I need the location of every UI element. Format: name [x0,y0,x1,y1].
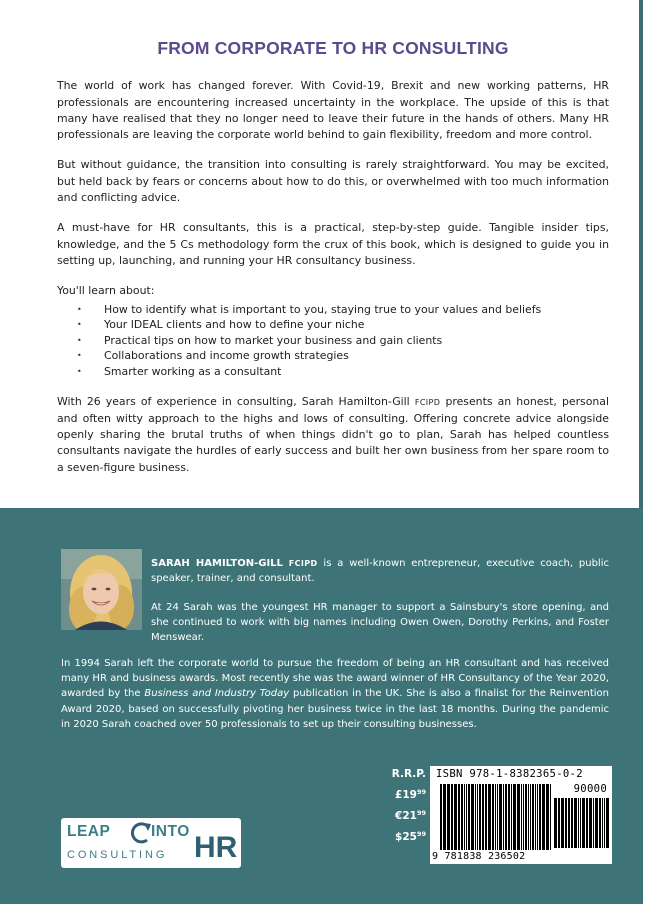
barcode-bar [546,784,549,850]
logo-consulting-text: CONSULTING [67,849,168,861]
barcode-bar [599,798,601,848]
barcode-addon-number: 90000 [573,783,607,795]
logo-hr-text: HR [194,831,238,864]
closing-paragraph [57,394,609,476]
barcode-bar [464,784,465,850]
barcode-bar [558,798,560,848]
price-eur-main: €21 [395,810,417,822]
barcode-bar [574,798,577,848]
list-item: • Collaborations and income growth strategies [57,348,609,364]
barcode-bar [503,784,504,850]
barcode-bars [440,784,552,850]
barcode-bar [454,784,457,850]
barcode-bar [565,798,567,848]
barcode-bar [477,784,478,850]
barcode-bar [468,784,470,850]
closing-text-end: presents an honest, personal and often witty approach to the highs and lows of consulting. Offering concrete advice alongside openly sharing the brutal truths of when things didn't go to plan, Sarah has helped countless consultants navigate the hurdles of early success and built her own business from her spare room to a seven-figure business. [57,394,609,474]
author-bio-awards [61,656,609,732]
isbn-number: ISBN 978-1-8382365-0-2 [436,768,583,780]
price-gbp-main: £19 [395,789,417,801]
author-photo [61,549,142,630]
publisher-logo [61,818,241,868]
barcode-bar [479,784,481,850]
barcode-bar [554,798,557,848]
barcode-bar [530,784,531,850]
barcode-bar [539,784,541,850]
barcode-bar [505,784,507,850]
logo-leap-text: LEAP [67,823,111,840]
price-eur-pence: 99 [416,809,426,817]
author-bio-intro [151,556,609,586]
blurb-paragraph-2: But without guidance, the transition into consulting is rarely straightforward. You may be excited, but held back by fears or concerns about how to do this, or overwhelmed with too much information and conflicting advice. [57,158,609,205]
barcode-bar [528,784,529,850]
barcode-bar [586,798,588,848]
barcode-bar [532,784,534,850]
barcode-bar [571,798,573,848]
barcode-bar [595,798,598,848]
barcode-bar [499,784,502,850]
barcode-bar [495,784,496,850]
barcode-bar [451,784,453,850]
barcode-addon-bars [554,798,610,848]
learn-list [57,302,609,380]
author-portrait-image [61,549,142,630]
author-bio-intro-text: is a well-known entrepreneur, executive coach, public speaker, trainer, and consultant. [151,558,609,585]
rrp-label: R.R.P. [391,768,426,780]
barcode-bar [580,798,581,848]
barcode-bar [485,784,487,850]
price-eur [380,809,426,822]
closing-credential: FCIPD [414,397,441,407]
leap-arrow-icon [129,820,153,844]
barcode-bar [482,784,484,850]
list-item: • Smarter working as a consultant [57,364,609,380]
barcode-bar [466,784,467,850]
barcode-bar [604,798,605,848]
barcode-bar [517,784,520,850]
blurb-section [57,40,609,490]
barcode-bar [525,784,527,850]
barcode-bar [492,784,494,850]
barcode-bar [511,784,512,850]
price-gbp [380,788,426,801]
barcode-bar [497,784,498,850]
barcode-bar [589,798,592,848]
barcode-bar [508,784,510,850]
publication-name: Business and Industry Today [144,688,290,700]
barcode-bar [606,798,609,848]
closing-text-start: With 26 years of experience in consulting, Sarah Hamilton-Gill [57,394,415,408]
list-item: • Practical tips on how to market your business and gain clients [57,333,609,349]
blurb-paragraph-3: A must-have for HR consultants, this is a practical, step-by-step guide. Tangible insider tips, knowledge, and the 5 Cs methodology form the crux of this book, which is designed to guide you in setting up, launching, and running your HR consultancy business. [57,221,609,267]
barcode-bar [447,784,450,850]
price-usd [380,830,426,843]
barcode-bar [578,798,579,848]
logo-into-text: INTO [151,823,190,840]
barcode-bar [461,784,463,850]
isbn-barcode [430,766,612,864]
barcode-bar [521,784,522,850]
barcode-bar [561,798,564,848]
spine-edge [639,0,643,508]
barcode-digits: 9 781838 236502 [432,851,526,862]
list-item: • Your IDEAL clients and how to define your niche [57,317,609,333]
blurb-paragraph-1: The world of work has changed forever. With Covid-19, Brexit and new working patterns, HR professionals are encountering increased uncertainty in the workplace. The upside of this is that many have realised that they no longer need to leave their future in the hands of others. Many HR professionals are leaving the corporate world behind to gain flexibility, freedom and more control. [57,79,609,142]
author-bio-career: At 24 Sarah was the youngest HR manager to support a Sainsbury's store opening, and she continued to work with big names including Owen Owen, Dorothy Perkins, and Foster Menswear. [151,602,609,644]
price-usd-main: $25 [395,831,417,843]
barcode-bar [568,798,570,848]
price-usd-pence: 99 [416,830,426,838]
barcode-bar [458,784,460,850]
learn-intro: You'll learn about: [57,284,155,298]
barcode-bar [542,784,545,850]
barcode-bar [602,798,603,848]
barcode-bar [535,784,536,850]
barcode-bar [440,784,442,850]
barcode-bar [550,784,551,850]
list-item: • How to identify what is important to you, staying true to your values and beliefs [57,302,609,318]
author-credential: FCIPD [288,559,318,568]
cover-title: FROM CORPORATE TO HR CONSULTING [157,38,509,58]
barcode-bar [488,784,491,850]
author-bio-awards-text-end: publication in the UK. She is also a finalist for the Reinvention Award 2020, based on successfully pivoting her business twice in the last 18 months. During the pandemic in 2020 Sarah coached over 50 professionals to set up their consulting businesses. [61,688,609,730]
author-bio-awards-text-start: In 1994 Sarah left the corporate world to pursue the freedom of being an HR consultant and has received many HR and business awards. Most recently she was the award winner of HR Consultancy of the Year 2020, awarded by the [61,658,609,700]
price-block [380,768,426,851]
barcode-bar [582,798,585,848]
barcode-bar [443,784,446,850]
barcode-bar [513,784,516,850]
barcode-bar [593,798,594,848]
barcode-bar [523,784,524,850]
price-gbp-pence: 99 [416,788,426,796]
barcode-bar [537,784,538,850]
author-name: SARAH HAMILTON-GILL [151,558,283,569]
barcode-bar [475,784,476,850]
barcode-bar [471,784,474,850]
